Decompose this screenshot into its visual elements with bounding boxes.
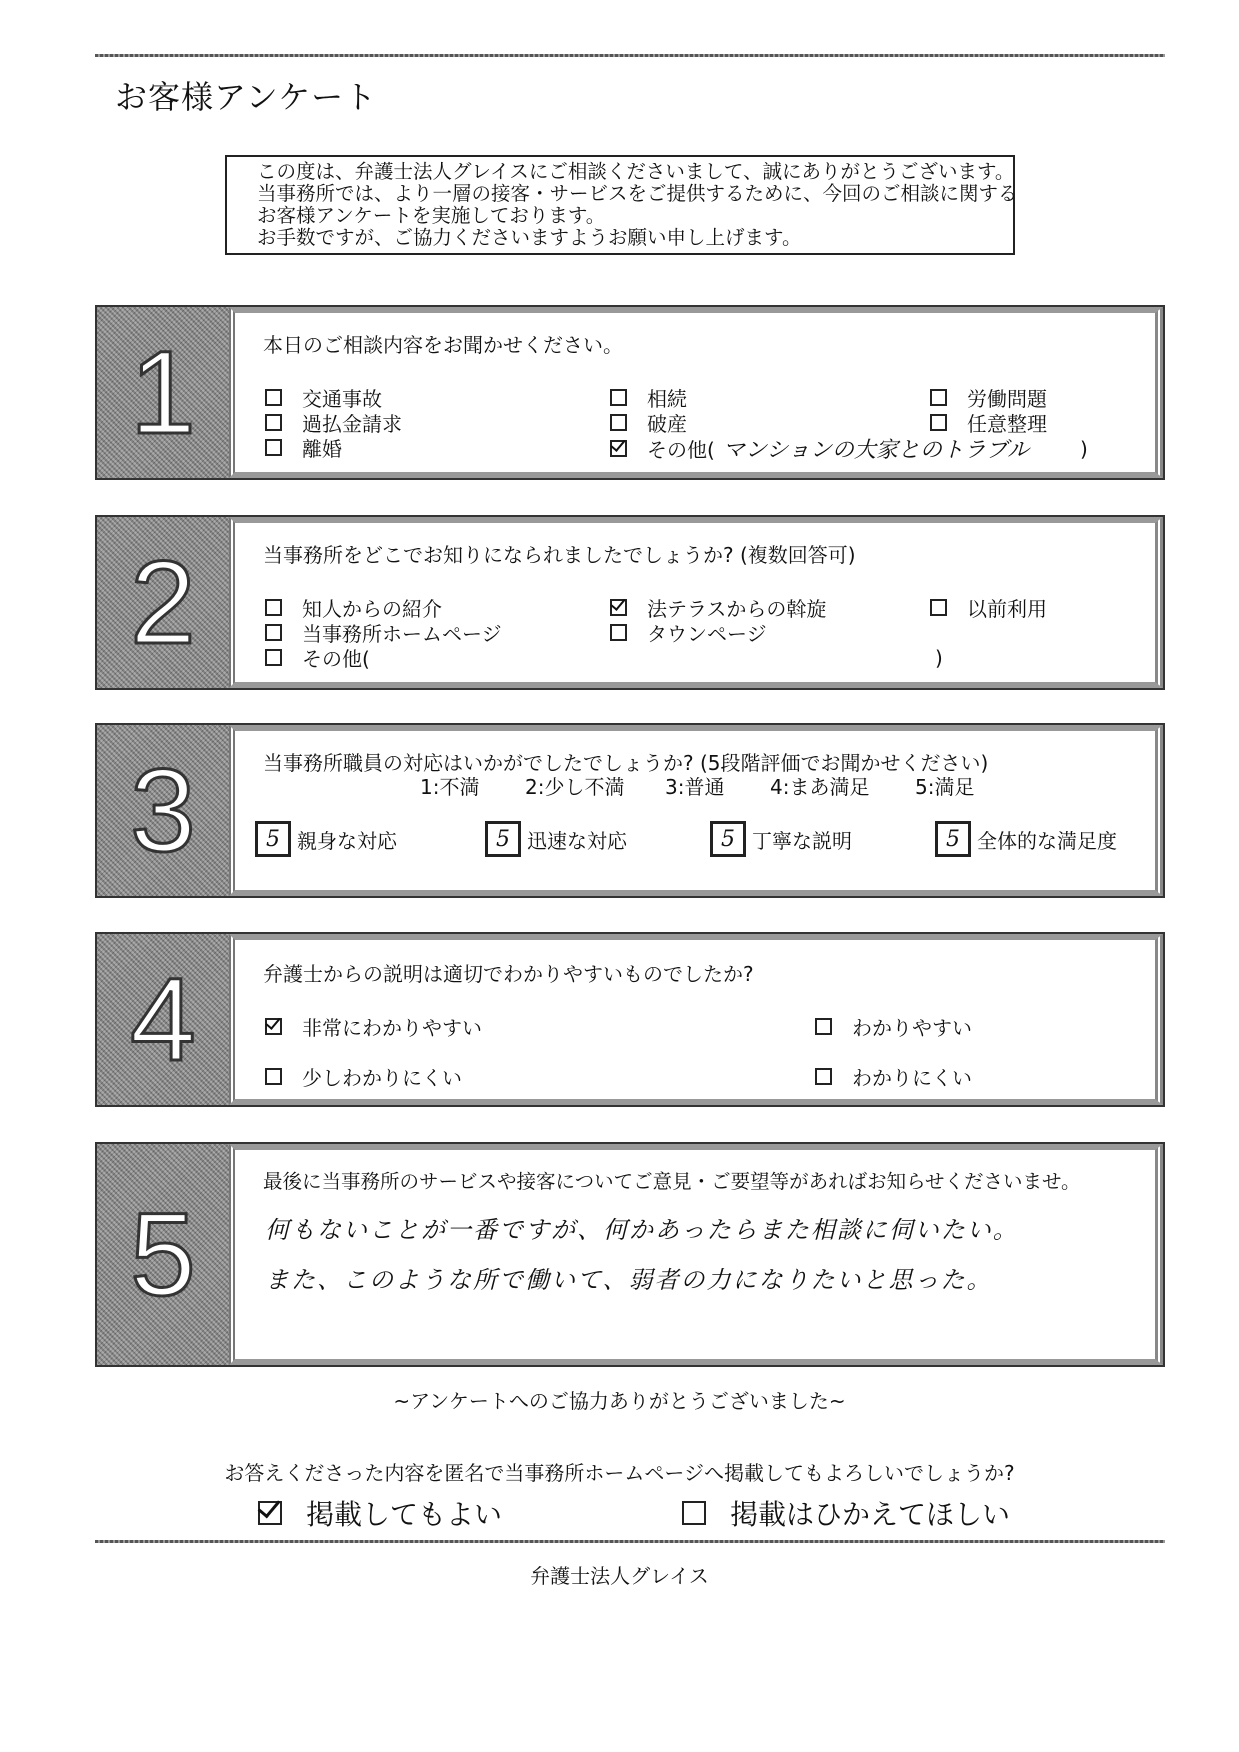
- checkbox-checked[interactable]: [610, 440, 627, 457]
- question-text: 当事務所をどこでお知りになられましたでしょうか? (複数回答可): [263, 543, 856, 567]
- question-text: 本日のご相談内容をお聞かせください。: [263, 333, 623, 357]
- intro-line: お客様アンケートを実施しております。: [257, 204, 606, 227]
- close-paren: ): [1080, 436, 1088, 461]
- option-other[interactable]: その他( ): [265, 643, 370, 672]
- checkbox[interactable]: [610, 414, 627, 431]
- option-clear[interactable]: わかりやすい: [815, 1012, 972, 1041]
- checkbox[interactable]: [815, 1068, 832, 1085]
- rating-input[interactable]: 5: [485, 821, 521, 857]
- section-number-block: [97, 1144, 229, 1365]
- intro-box: [225, 155, 1018, 255]
- section-body: [229, 725, 1163, 896]
- rating-speed[interactable]: 5 迅速な対応: [485, 821, 627, 857]
- checkbox[interactable]: [930, 414, 947, 431]
- section-number: 1: [130, 326, 196, 459]
- question-text: 弁護士からの説明は適切でわかりやすいものでしたか?: [263, 962, 754, 986]
- option-referral[interactable]: 知人からの紹介: [265, 593, 442, 622]
- publish-decline[interactable]: 掲載はひかえてほしい: [682, 1493, 1010, 1533]
- checkbox[interactable]: [265, 624, 282, 641]
- thanks-text: ~アンケートへのご協力ありがとうございました~: [393, 1389, 846, 1413]
- section-1: [95, 305, 1165, 480]
- scale-label: 4:まあ満足: [770, 775, 870, 799]
- option-homepage[interactable]: 当事務所ホームページ: [265, 618, 502, 647]
- rating-explanation[interactable]: 5 丁寧な説明: [710, 821, 852, 857]
- publish-allow[interactable]: 掲載してもよい: [258, 1493, 502, 1533]
- checkbox[interactable]: [610, 624, 627, 641]
- scale-label: 3:普通: [665, 775, 725, 799]
- section-number-block: [97, 725, 229, 896]
- bottom-rule: [95, 1540, 1165, 1543]
- option-townpage[interactable]: タウンページ: [610, 618, 767, 647]
- top-rule: [95, 54, 1165, 57]
- checkbox[interactable]: [265, 599, 282, 616]
- option-somewhat-unclear[interactable]: 少しわかりにくい: [265, 1062, 462, 1091]
- section-5: [95, 1142, 1165, 1367]
- section-number: 3: [130, 744, 196, 877]
- section-2: [95, 515, 1165, 690]
- scale-label: 5:満足: [915, 775, 975, 799]
- checkbox[interactable]: [930, 389, 947, 406]
- section-4: [95, 932, 1165, 1107]
- option-inheritance[interactable]: 相続: [610, 383, 687, 412]
- checkbox[interactable]: [265, 414, 282, 431]
- scale-label: 1:不満: [420, 775, 480, 799]
- checkbox[interactable]: [265, 389, 282, 406]
- option-houterasu[interactable]: 法テラスからの斡旋: [610, 593, 826, 622]
- section-body: [229, 307, 1163, 478]
- question-text: 当事務所職員の対応はいかがでしたでしょうか? (5段階評価でお聞かせください): [263, 751, 989, 775]
- checkbox-checked[interactable]: [258, 1501, 282, 1525]
- checkbox-checked[interactable]: [610, 599, 627, 616]
- option-other[interactable]: その他( マンションの大家とのトラブル ): [610, 433, 1029, 464]
- option-unclear[interactable]: わかりにくい: [815, 1062, 972, 1091]
- option-divorce[interactable]: 離婚: [265, 433, 342, 462]
- scale-label: 2:少し不満: [525, 775, 625, 799]
- question-text: 最後に当事務所のサービスや接客についてご意見・ご要望等があればお知らせくださいませ。: [263, 1170, 1081, 1193]
- close-paren: ): [935, 645, 943, 670]
- section-number-block: [97, 934, 229, 1105]
- section-number: 4: [130, 953, 196, 1086]
- checkbox[interactable]: [610, 389, 627, 406]
- checkbox[interactable]: [815, 1018, 832, 1035]
- checkbox-checked[interactable]: [265, 1018, 282, 1035]
- section-body: [229, 517, 1163, 688]
- intro-line: この度は、弁護士法人グレイスにご相談くださいまして、誠にありがとうございます。: [257, 160, 1015, 183]
- section-number: 5: [130, 1188, 196, 1321]
- footer-org: 弁護士法人グレイス: [530, 1564, 709, 1588]
- section-body: [229, 934, 1163, 1105]
- rating-kindness[interactable]: 5 親身な対応: [255, 821, 397, 857]
- checkbox[interactable]: [930, 599, 947, 616]
- rating-overall[interactable]: 5 全体的な満足度: [935, 821, 1117, 857]
- option-previous-use[interactable]: 以前利用: [930, 593, 1047, 622]
- rating-input[interactable]: 5: [935, 821, 971, 857]
- comment-line[interactable]: 何もないことが一番ですが、何かあったらまた相談に伺いたい。: [265, 1216, 1019, 1244]
- option-labor[interactable]: 労働問題: [930, 383, 1047, 412]
- section-number-block: [97, 307, 229, 478]
- rating-input[interactable]: 5: [255, 821, 291, 857]
- option-debt-arrangement[interactable]: 任意整理: [930, 408, 1047, 437]
- checkbox[interactable]: [265, 649, 282, 666]
- option-very-clear[interactable]: 非常にわかりやすい: [265, 1012, 482, 1041]
- intro-line: 当事務所では、より一層の接客・サービスをご提供するために、今回のご相談に関する: [257, 182, 1018, 205]
- rating-input[interactable]: 5: [710, 821, 746, 857]
- comment-line[interactable]: また、このような所で働いて、弱者の力になりたいと思った。: [265, 1266, 993, 1294]
- option-bankruptcy[interactable]: 破産: [610, 408, 687, 437]
- section-number: 2: [130, 536, 196, 669]
- option-traffic-accident[interactable]: 交通事故: [265, 383, 382, 412]
- option-overpayment[interactable]: 過払金請求: [265, 408, 402, 437]
- page-title: お客様アンケート: [115, 78, 378, 116]
- intro-line: お手数ですが、ご協力くださいますようお願い申し上げます。: [257, 226, 802, 249]
- section-3: [95, 723, 1165, 898]
- other-handwritten: マンションの大家とのトラブル: [722, 438, 1029, 463]
- publish-question: お答えくださった内容を匿名で当事務所ホームページへ掲載してもよろしいでしょうか?: [224, 1461, 1015, 1485]
- checkbox[interactable]: [265, 439, 282, 456]
- checkbox[interactable]: [682, 1501, 706, 1525]
- checkbox[interactable]: [265, 1068, 282, 1085]
- section-number-block: [97, 517, 229, 688]
- section-body: [229, 1144, 1163, 1365]
